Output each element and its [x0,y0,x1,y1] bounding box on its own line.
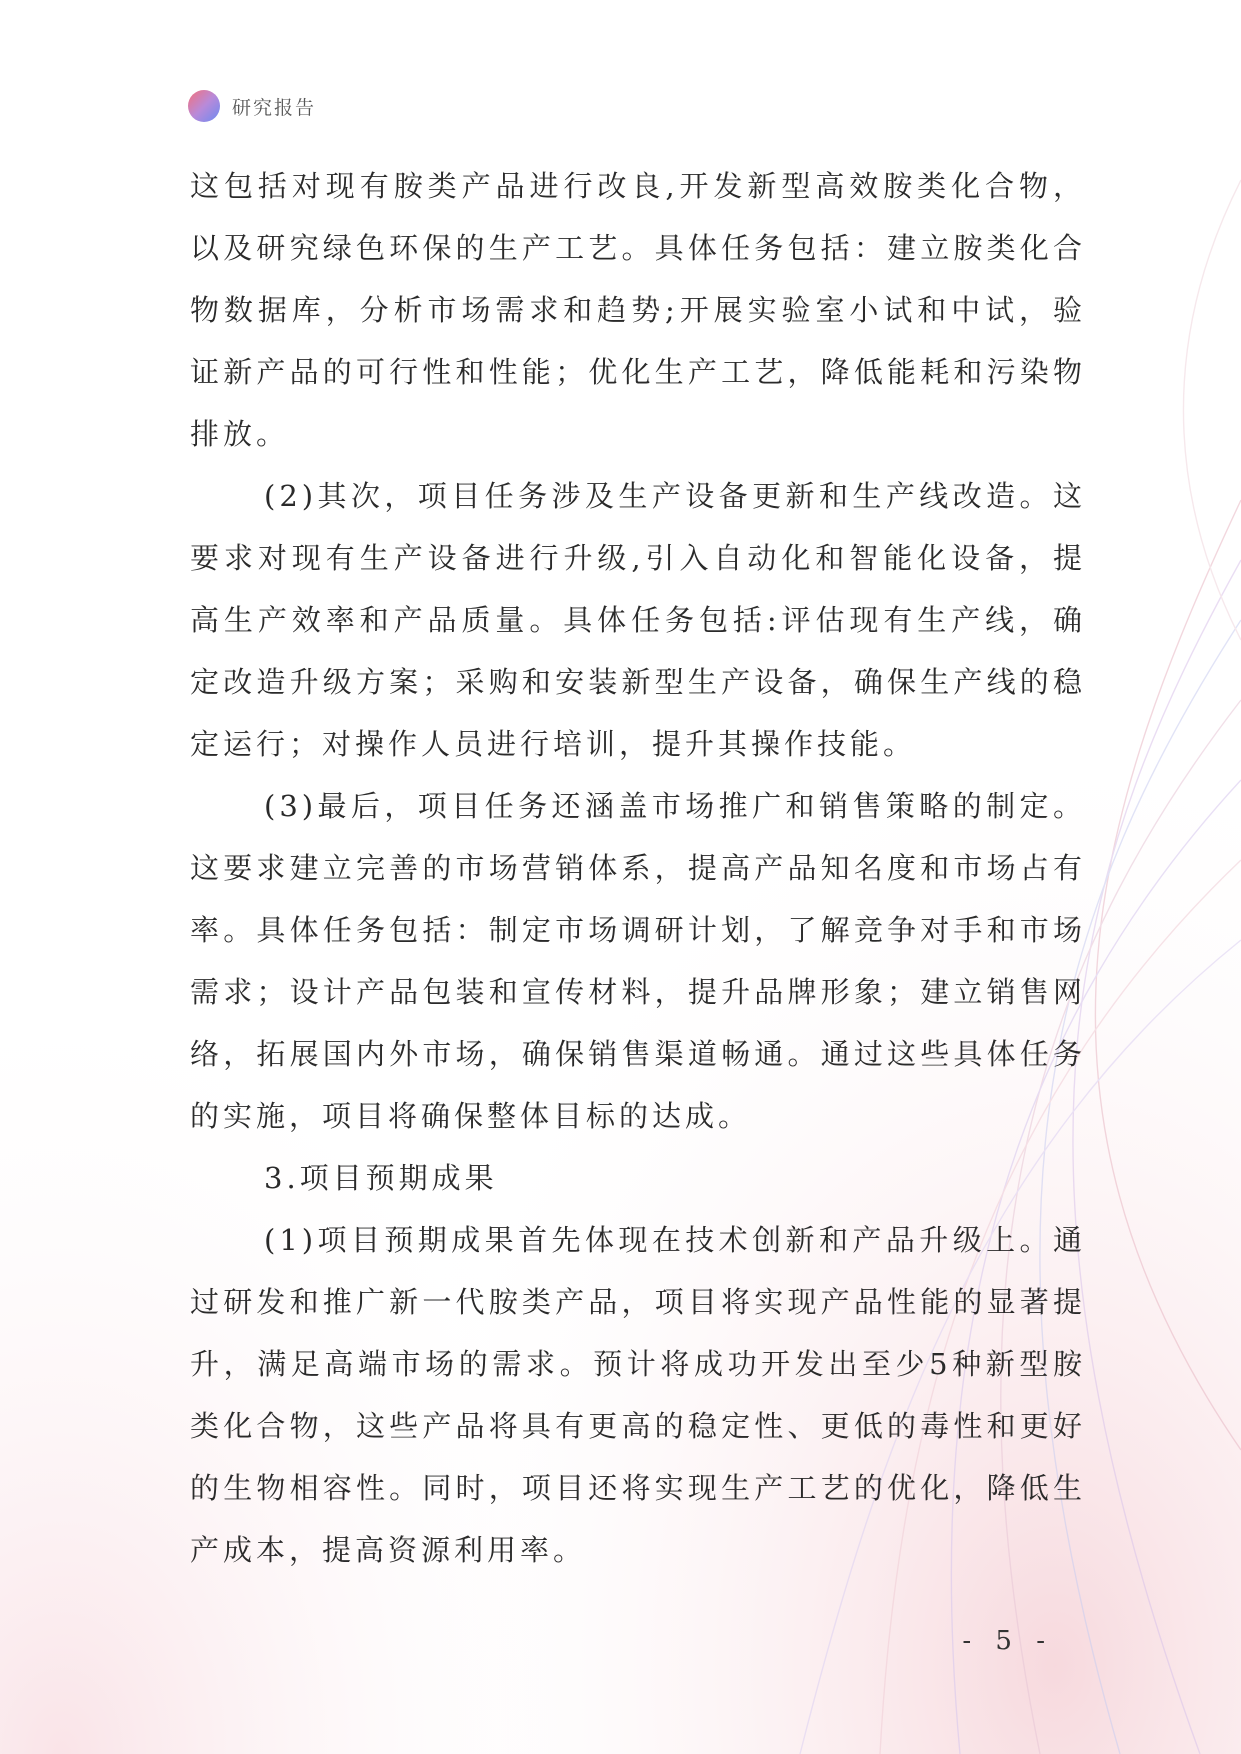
section-heading-expected-outcomes: 3.项目预期成果 [264,1161,498,1195]
page-number: - 5 - [962,1626,1053,1656]
header-title: 研究报告 [232,96,317,119]
report-header [188,88,316,124]
logo-icon [188,90,220,122]
document-body [190,155,1086,1581]
paragraph-equipment-upgrade: (2)其次，项目任务涉及生产设备更新和生产线改造。这要求对现有生产设备进行升级,引入自动化和智能化设备，提高生产效率和产品质量。具体任务包括:评估现有生产线，确定改造升级方案；采购和安装新型生产设备，确保生产线的稳定运行；对操作人员进行培训，提升其操作技能。 [190,479,1086,761]
paragraph-market-strategy: (3)最后，项目任务还涵盖市场推广和销售策略的制定。这要求建立完善的市场营销体系，提高产品知名度和市场占有率。具体任务包括：制定市场调研计划，了解竞争对手和市场需求；设计产品包装和宣传材料，提升品牌形象；建立销售网络，拓展国内外市场，确保销售渠道畅通。通过这些具体任务的实施，项目将确保整体目标的达成。 [190,789,1086,1133]
paragraph-research-tasks: 这包括对现有胺类产品进行改良,开发新型高效胺类化合物，以及研究绿色环保的生产工艺。具体任务包括：建立胺类化合物数据库，分析市场需求和趋势;开展实验室小试和中试，验证新产品的可行性和性能；优化生产工艺，降低能耗和污染物排放。 [190,169,1086,451]
paragraph-technical-innovation: (1)项目预期成果首先体现在技术创新和产品升级上。通过研发和推广新一代胺类产品，项目将实现产品性能的显著提升，满足高端市场的需求。预计将成功开发出至少5种新型胺类化合物，这些产品将具有更高的稳定性、更低的毒性和更好的生物相容性。同时，项目还将实现生产工艺的优化，降低生产成本，提高资源利用率。 [190,1223,1086,1567]
